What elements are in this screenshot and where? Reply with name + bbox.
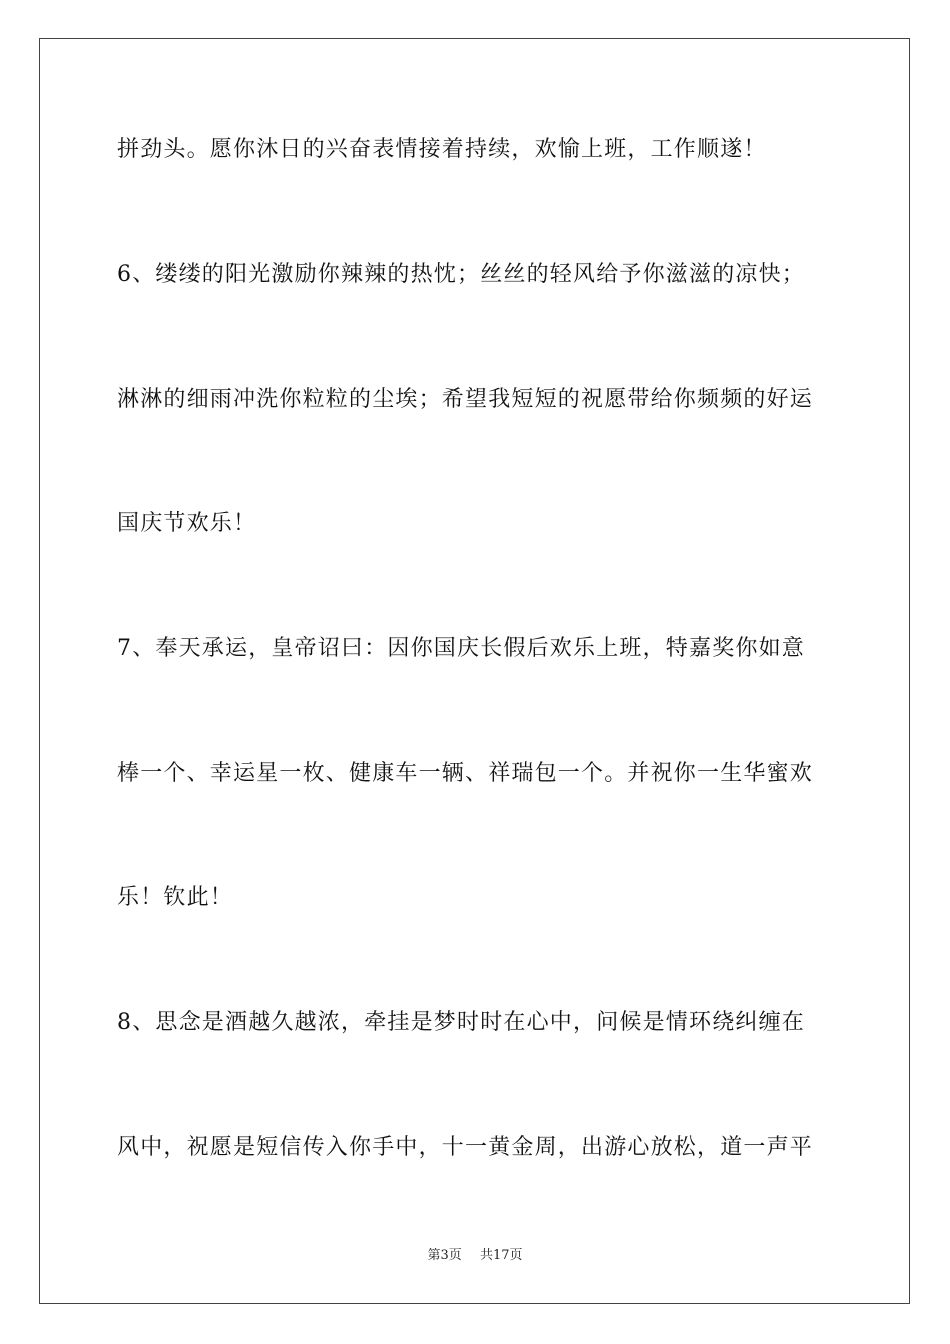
text-line-7: 乐！钦此！ <box>117 885 234 910</box>
page-footer <box>0 1247 950 1265</box>
page-border <box>39 38 910 1304</box>
text-line-6: 棒一个、幸运星一枚、健康车一辆、祥瑞包一个。并祝你一生华蜜欢 <box>117 761 814 786</box>
text-line-2: 6、缕缕的阳光激励你辣辣的热忱；丝丝的轻风给予你滋滋的凉快； <box>117 262 805 287</box>
text-line-1: 拼劲头。愿你沐日的兴奋表情接着持续，欢愉上班，工作顺遂！ <box>117 137 767 162</box>
text-line-9: 风中，祝愿是短信传入你手中，十一黄金周，出游心放松，道一声平 <box>117 1135 814 1160</box>
page-number: 第3页 <box>427 1248 462 1263</box>
text-line-8: 8、思念是酒越久越浓，牵挂是梦时时在心中，问候是情环绕纠缠在 <box>117 1010 805 1035</box>
text-line-5: 7、奉天承运，皇帝诏曰：因你国庆长假后欢乐上班，特嘉奖你如意 <box>117 636 805 661</box>
page-total: 共17页 <box>479 1248 523 1263</box>
text-line-3: 淋淋的细雨冲洗你粒粒的尘埃；希望我短短的祝愿带给你频频的好运 <box>117 387 814 412</box>
text-line-4: 国庆节欢乐！ <box>117 511 257 536</box>
